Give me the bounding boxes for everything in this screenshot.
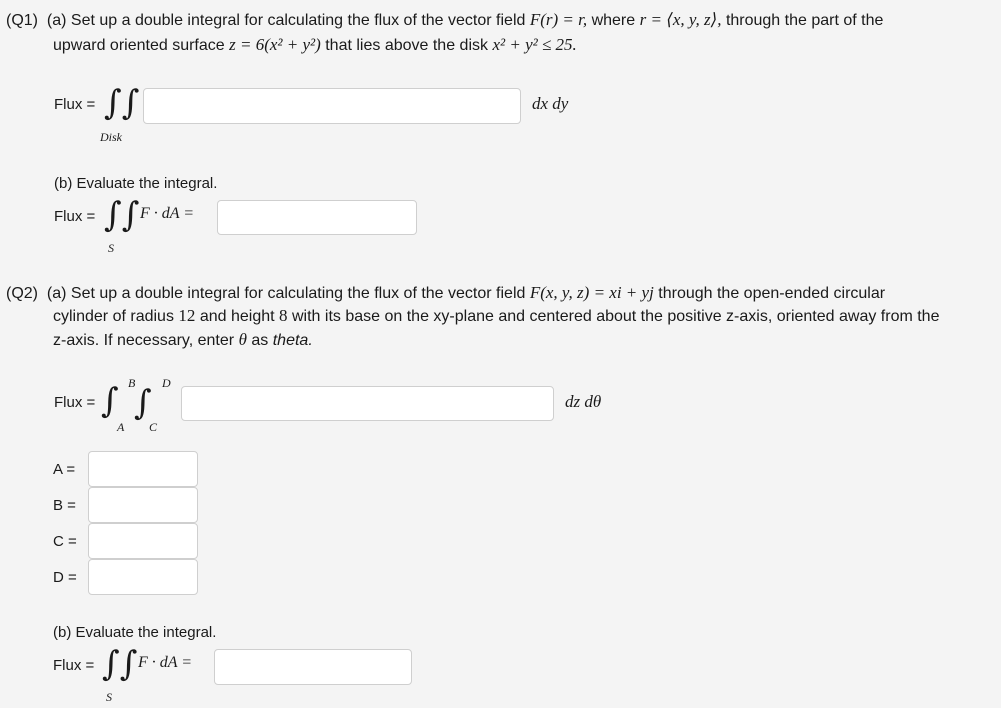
q1-surface: z = 6(x² + y²) (229, 35, 321, 54)
q1-disk-ineq: x² + y² ≤ 25. (492, 35, 577, 54)
q2-line2-b: and height (199, 308, 275, 325)
q2-integral-outer-icon: ∫ (101, 381, 119, 421)
q2-c-input[interactable] (88, 523, 198, 559)
q2-limit-c: C (149, 420, 158, 434)
q2-height: 8 (279, 306, 288, 325)
q2-integrand-text: F · dA = (138, 654, 193, 671)
q2-result-input[interactable] (214, 649, 412, 685)
q1-through: through the part of the (725, 12, 884, 29)
q1-r-def: r = ⟨x, y, z⟩, (639, 10, 722, 29)
q2-line3-b: as (251, 332, 269, 349)
q1-flux-label: Flux = (54, 96, 96, 113)
q2-d-label: D = (53, 569, 77, 586)
q2-line2-c: with its base on the xy-plane and centered about the positive z-axis, oriented away from the (292, 308, 940, 325)
q2-dz-dtheta: dz dθ (565, 392, 602, 411)
q1-line-1 (6, 8, 883, 33)
q1-part-a-prefix: (a) Set up a double integral for calculating the flux of the vector field (46, 12, 526, 29)
q2-field: F(x, y, z) = xi + yj (529, 283, 654, 302)
q1-integrand-text: F · dA = (140, 205, 195, 222)
q2-limit-a: A (117, 420, 125, 434)
q2-integral-inner-icon: ∫ (134, 383, 152, 423)
q1-line2-b: that lies above the disk (325, 37, 488, 54)
q1-flux-label-b: Flux = (54, 208, 96, 225)
q1-label: (Q1) (6, 12, 38, 29)
q2-line3-a: z-axis. If necessary, enter (53, 332, 235, 349)
q1-where: where (591, 12, 636, 29)
q1-result-input[interactable] (217, 200, 417, 235)
q1-integrand-input[interactable] (143, 88, 521, 124)
q2-part-b: (b) Evaluate the integral. (53, 624, 217, 641)
q1-part-b: (b) Evaluate the integral. (54, 175, 218, 192)
q2-line-2 (53, 304, 939, 329)
q2-theta-word: theta. (272, 332, 313, 349)
q1-dxdy: dx dy (532, 94, 569, 113)
q2-s-subscript: S (106, 690, 112, 704)
q1-field-expr: F(r) = r, (529, 10, 588, 29)
q2-line1-a: (a) Set up a double integral for calculating the flux of the vector field (46, 285, 526, 302)
q2-b-input[interactable] (88, 487, 198, 523)
q1-surface-integral-icon: ∫∫ (104, 195, 140, 235)
q2-line1-b: through the open-ended circular (658, 285, 886, 302)
q2-label: (Q2) (6, 285, 38, 302)
q2-radius: 12 (178, 306, 196, 325)
q2-c-label: C = (53, 533, 77, 550)
q2-surface-integral-icon: ∫∫ (102, 644, 138, 684)
q1-line-2 (53, 33, 577, 58)
q2-a-input[interactable] (88, 451, 198, 487)
q1-disk-subscript: Disk (100, 130, 122, 144)
q2-line2-a: cylinder of radius (53, 308, 174, 325)
q2-theta: θ (238, 330, 247, 349)
q2-limit-b: B (128, 376, 136, 390)
q2-line-3 (53, 328, 313, 353)
q2-flux-label-b: Flux = (53, 657, 95, 674)
q1-double-integral-icon: ∫∫ (104, 83, 140, 123)
q2-integrand-input[interactable] (181, 386, 554, 421)
q1-s-subscript: S (108, 241, 114, 255)
q2-flux-label: Flux = (54, 394, 96, 411)
q2-d-input[interactable] (88, 559, 198, 595)
q2-line-1 (6, 281, 885, 306)
q2-a-label: A = (53, 461, 76, 478)
q1-line2-a: upward oriented surface (53, 37, 225, 54)
q2-b-label: B = (53, 497, 76, 514)
q2-limit-d: D (162, 376, 171, 390)
